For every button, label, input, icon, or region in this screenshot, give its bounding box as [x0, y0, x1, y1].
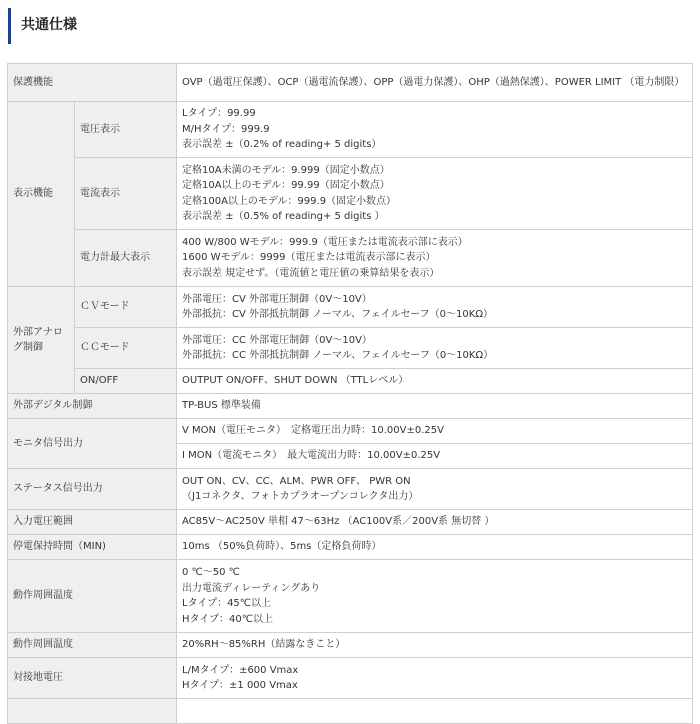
row-sublabel-cv: ＣＶモード — [75, 287, 177, 328]
row-value-status: OUT ON、CV、CC、ALM、PWR OFF、 PWR ON （J1コネクタ、フォトカプラオープンコレクタ出力） — [177, 469, 693, 510]
row-value-partial — [177, 699, 693, 724]
table-row — [8, 287, 693, 328]
row-label-partial — [8, 699, 177, 724]
row-label-display: 表示機能 — [8, 102, 75, 287]
row-label-status: ステータス信号出力 — [8, 469, 177, 510]
table-row — [8, 102, 693, 158]
row-label-op-temp: 動作周囲温度 — [8, 560, 177, 633]
row-value-input: AC85V～AC250V 単相 47～63Hz （AC100V系／200V系 無切替 ） — [177, 510, 693, 535]
row-value-digital: TP-BUS 標準装備 — [177, 394, 693, 419]
table-row — [8, 510, 693, 535]
table-row — [8, 328, 693, 369]
row-value-holdup: 10ms （50%負荷時）、5ms（定格負荷時） — [177, 535, 693, 560]
table-row — [8, 394, 693, 419]
table-row — [8, 469, 693, 510]
row-label-analog: 外部アナログ制御 — [8, 287, 75, 394]
table-row — [8, 369, 693, 394]
row-value-protection: OVP（過電圧保護）、OCP（過電流保護）、OPP（過電力保護）、OHP（過熱保護）、POWER LIMIT （電力制限） — [177, 64, 693, 102]
spec-table — [7, 63, 693, 724]
row-label-holdup: 停電保持時間（MIN) — [8, 535, 177, 560]
row-label-ground: 対接地電圧 — [8, 658, 177, 699]
row-value-cc: 外部電圧：CC 外部電圧制御（0V～10V） 外部抵抗：CC 外部抵抗制御 ノーマル、フェイルセーフ（0～10KΩ） — [177, 328, 693, 369]
row-value-op-temp: 0 ℃～50 ℃ 出力電流ディレーティングあり Lタイプ：45℃以上 Hタイプ：40℃以上 — [177, 560, 693, 633]
table-row — [8, 419, 693, 444]
row-value-current: 定格10A未満のモデル：9.999（固定小数点） 定格10A以上のモデル：99.99（固定小数点） 定格100A以上のモデル：999.9（固定小数点） 表示誤差 ±（0.5% of reading+ 5 digits ） — [177, 158, 693, 230]
row-label-input: 入力電圧範囲 — [8, 510, 177, 535]
row-label-op-humid: 動作周囲温度 — [8, 633, 177, 658]
table-row — [8, 699, 693, 724]
row-value-op-humid: 20%RH～85%RH（結露なきこと） — [177, 633, 693, 658]
section-title: 共通仕様 — [8, 8, 692, 44]
table-row — [8, 633, 693, 658]
table-row — [8, 230, 693, 287]
row-sublabel-onoff: ON/OFF — [75, 369, 177, 394]
row-value-power: 400 W/800 Wモデル：999.9（電圧または電流表示部に表示） 1600 Wモデル：9999（電圧または電流表示部に表示） 表示誤差 規定せず。（電流値と電圧値の乗算結果を表示） — [177, 230, 693, 287]
table-row — [8, 535, 693, 560]
table-row — [8, 658, 693, 699]
row-value-ground: L/Mタイプ：±600 Vmax Hタイプ：±1 000 Vmax — [177, 658, 693, 699]
table-row — [8, 64, 693, 102]
row-label-protection: 保護機能 — [8, 64, 177, 102]
table-row — [8, 158, 693, 230]
row-value-cv: 外部電圧：CV 外部電圧制御（0V～10V） 外部抵抗：CV 外部抵抗制御 ノーマル、フェイルセーフ（0～10KΩ） — [177, 287, 693, 328]
row-value-vmon: V MON（電圧モニタ） 定格電圧出力時：10.00V±0.25V — [177, 419, 693, 444]
row-sublabel-cc: ＣＣモード — [75, 328, 177, 369]
row-sublabel-voltage: 電圧表示 — [75, 102, 177, 158]
row-label-digital: 外部デジタル制御 — [8, 394, 177, 419]
table-row — [8, 560, 693, 633]
row-value-imon: I MON（電流モニタ） 最大電流出力時：10.00V±0.25V — [177, 444, 693, 469]
row-sublabel-current: 電流表示 — [75, 158, 177, 230]
row-sublabel-power: 電力計最大表示 — [75, 230, 177, 287]
row-value-onoff: OUTPUT ON/OFF、SHUT DOWN （TTLレベル） — [177, 369, 693, 394]
row-value-voltage: Lタイプ：99.99 M/Hタイプ：999.9 表示誤差 ±（0.2% of reading+ 5 digits） — [177, 102, 693, 158]
row-label-monitor: モニタ信号出力 — [8, 419, 177, 469]
